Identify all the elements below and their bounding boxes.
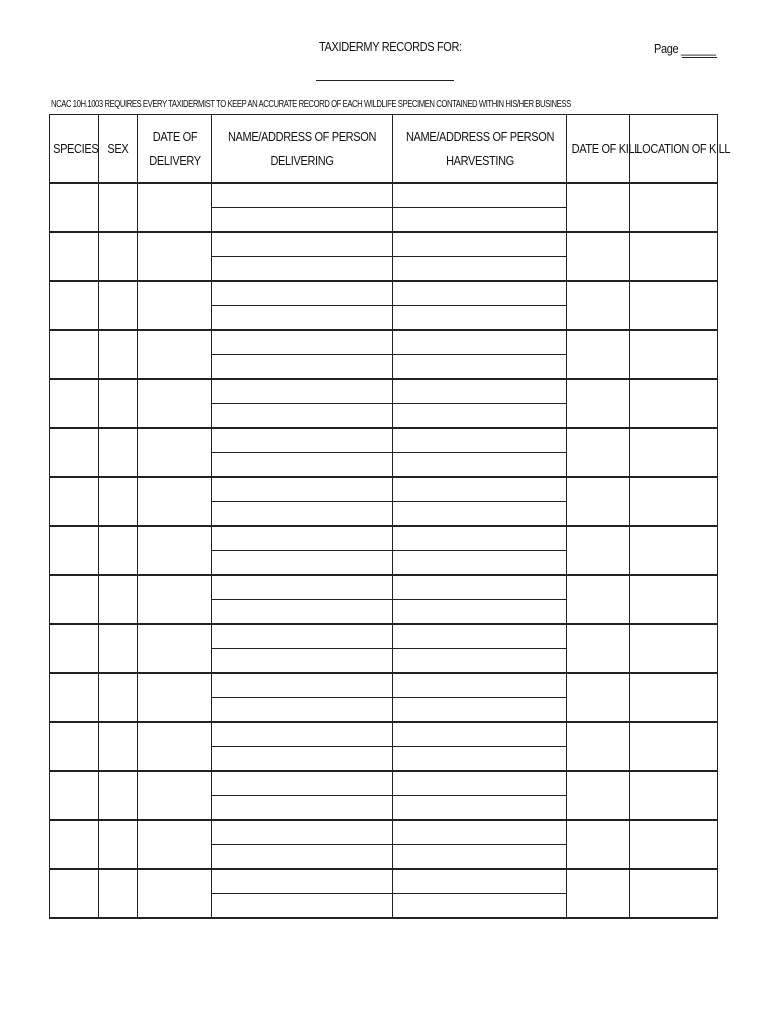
address-line [393, 306, 566, 329]
sex-cell [99, 869, 138, 918]
form-title: TAXIDERMY RECORDS FOR: [319, 40, 462, 54]
location-of-kill-cell [630, 281, 718, 330]
species-cell [50, 232, 99, 281]
species-cell [50, 820, 99, 869]
split-cell [393, 527, 566, 574]
column-header-sex: SEX [99, 115, 138, 184]
date-of-kill-cell [567, 232, 630, 281]
date-of-kill-cell [567, 281, 630, 330]
column-header-person-harvesting: NAME/ADDRESS OF PERSON HARVESTING [393, 115, 567, 184]
name-line [393, 625, 566, 649]
split-cell [212, 380, 392, 427]
address-line [393, 747, 566, 770]
table-row [50, 771, 718, 820]
table-row [50, 183, 718, 232]
location-of-kill-cell [630, 771, 718, 820]
name-line [212, 380, 392, 404]
column-header-date-of-delivery: DATE OF DELIVERY [138, 115, 212, 184]
harvesting-cell [393, 330, 567, 379]
date-of-delivery-cell [138, 428, 212, 477]
address-line [212, 355, 392, 378]
delivering-cell [212, 183, 393, 232]
name-line [393, 429, 566, 453]
address-line [393, 649, 566, 672]
sex-cell [99, 428, 138, 477]
name-line [212, 576, 392, 600]
address-line [393, 257, 566, 280]
split-cell [212, 723, 392, 770]
split-cell [212, 184, 392, 231]
sex-cell [99, 330, 138, 379]
split-cell [212, 527, 392, 574]
harvesting-cell [393, 869, 567, 918]
name-line [393, 527, 566, 551]
sex-cell [99, 820, 138, 869]
species-cell [50, 379, 99, 428]
species-cell [50, 428, 99, 477]
address-line [393, 894, 566, 917]
delivering-cell [212, 673, 393, 722]
split-cell [393, 233, 566, 280]
species-cell [50, 526, 99, 575]
table-row [50, 232, 718, 281]
name-line [212, 821, 392, 845]
address-line [393, 796, 566, 819]
sex-cell [99, 624, 138, 673]
header-row [50, 115, 718, 184]
split-cell [212, 478, 392, 525]
name-line [393, 870, 566, 894]
species-cell [50, 869, 99, 918]
split-cell [393, 870, 566, 917]
address-line [212, 747, 392, 770]
split-cell [212, 870, 392, 917]
species-cell [50, 281, 99, 330]
species-cell [50, 771, 99, 820]
sex-cell [99, 771, 138, 820]
delivering-cell [212, 232, 393, 281]
split-cell [212, 576, 392, 623]
split-cell [393, 674, 566, 721]
address-line [393, 208, 566, 231]
address-line [393, 502, 566, 525]
harvesting-cell [393, 722, 567, 771]
date-of-kill-cell [567, 722, 630, 771]
table-row [50, 477, 718, 526]
split-cell [212, 625, 392, 672]
split-cell [212, 821, 392, 868]
harvesting-cell [393, 281, 567, 330]
taxidermy-records-table [49, 114, 731, 919]
address-line [212, 551, 392, 574]
delivering-cell [212, 477, 393, 526]
table-row [50, 673, 718, 722]
address-line [212, 649, 392, 672]
name-line [212, 429, 392, 453]
name-line [212, 723, 392, 747]
split-cell [212, 429, 392, 476]
harvesting-cell [393, 771, 567, 820]
delivering-cell [212, 575, 393, 624]
harvesting-cell [393, 183, 567, 232]
split-cell [212, 233, 392, 280]
split-cell [393, 576, 566, 623]
regulation-notice: NCAC 10H.1003 REQUIRES EVERY TAXIDERMIST TO KEEP AN ACCURATE RECORD OF EACH WILDLIFE SPECIMEN CONTAINED WITHIN HIS/HER BUSINESS [51, 98, 571, 110]
delivering-cell [212, 526, 393, 575]
species-cell [50, 722, 99, 771]
column-header-date-of-kill: DATE OF KILL [567, 115, 630, 184]
split-cell [393, 478, 566, 525]
table-row [50, 428, 718, 477]
harvesting-cell [393, 526, 567, 575]
split-cell [393, 772, 566, 819]
harvesting-cell [393, 575, 567, 624]
harvesting-cell [393, 820, 567, 869]
split-cell [393, 821, 566, 868]
name-line [393, 478, 566, 502]
split-cell [393, 625, 566, 672]
sex-cell [99, 379, 138, 428]
delivering-cell [212, 281, 393, 330]
split-cell [393, 184, 566, 231]
table-row [50, 820, 718, 869]
address-line [393, 845, 566, 868]
date-of-kill-cell [567, 673, 630, 722]
split-cell [212, 331, 392, 378]
split-cell [393, 331, 566, 378]
address-line [212, 453, 392, 476]
column-header-person-delivering: NAME/ADDRESS OF PERSON DELIVERING [212, 115, 393, 184]
name-line [393, 233, 566, 257]
location-of-kill-cell [630, 477, 718, 526]
page-number-label: Page ______ [654, 42, 716, 56]
delivering-cell [212, 722, 393, 771]
species-cell [50, 330, 99, 379]
date-of-delivery-cell [138, 330, 212, 379]
species-cell [50, 183, 99, 232]
split-cell [212, 674, 392, 721]
address-line [393, 698, 566, 721]
location-of-kill-cell [630, 379, 718, 428]
name-line [393, 674, 566, 698]
column-header-species: SPECIES [50, 115, 99, 184]
address-line [212, 845, 392, 868]
delivering-cell [212, 820, 393, 869]
page-number-blank-line [682, 57, 717, 58]
location-of-kill-cell [630, 330, 718, 379]
name-line [393, 282, 566, 306]
name-line [393, 184, 566, 208]
name-line [212, 331, 392, 355]
location-of-kill-cell [630, 722, 718, 771]
name-line [393, 821, 566, 845]
address-line [393, 404, 566, 427]
sex-cell [99, 281, 138, 330]
date-of-delivery-cell [138, 673, 212, 722]
sex-cell [99, 722, 138, 771]
location-of-kill-cell [630, 232, 718, 281]
date-of-kill-cell [567, 379, 630, 428]
split-cell [393, 380, 566, 427]
date-of-delivery-cell [138, 869, 212, 918]
name-line [212, 478, 392, 502]
date-of-kill-cell [567, 183, 630, 232]
name-line [212, 233, 392, 257]
location-of-kill-cell [630, 183, 718, 232]
name-line [393, 380, 566, 404]
sex-cell [99, 673, 138, 722]
table-row [50, 330, 718, 379]
split-cell [212, 772, 392, 819]
date-of-kill-cell [567, 820, 630, 869]
delivering-cell [212, 330, 393, 379]
name-line [393, 723, 566, 747]
name-line [212, 184, 392, 208]
address-line [212, 257, 392, 280]
species-cell [50, 575, 99, 624]
species-cell [50, 624, 99, 673]
table-row [50, 869, 718, 918]
split-cell [393, 282, 566, 329]
harvesting-cell [393, 673, 567, 722]
date-of-delivery-cell [138, 281, 212, 330]
location-of-kill-cell [630, 820, 718, 869]
address-line [212, 796, 392, 819]
address-line [212, 502, 392, 525]
address-line [212, 306, 392, 329]
table-row [50, 624, 718, 673]
table-row [50, 575, 718, 624]
name-line [212, 674, 392, 698]
column-header-location-of-kill: LOCATION OF KILL [630, 115, 718, 184]
address-line [212, 208, 392, 231]
location-of-kill-cell [630, 869, 718, 918]
sex-cell [99, 477, 138, 526]
name-line [212, 870, 392, 894]
date-of-kill-cell [567, 330, 630, 379]
split-cell [212, 282, 392, 329]
name-line [212, 772, 392, 796]
address-line [212, 600, 392, 623]
date-of-kill-cell [567, 526, 630, 575]
name-line [393, 331, 566, 355]
sex-cell [99, 575, 138, 624]
address-line [212, 404, 392, 427]
split-cell [393, 429, 566, 476]
date-of-kill-cell [567, 428, 630, 477]
address-line [393, 355, 566, 378]
harvesting-cell [393, 232, 567, 281]
name-line [212, 282, 392, 306]
location-of-kill-cell [630, 428, 718, 477]
records-body [50, 183, 718, 918]
date-of-delivery-cell [138, 575, 212, 624]
date-of-delivery-cell [138, 526, 212, 575]
delivering-cell [212, 428, 393, 477]
delivering-cell [212, 624, 393, 673]
table-row [50, 722, 718, 771]
address-line [393, 600, 566, 623]
date-of-kill-cell [567, 624, 630, 673]
date-of-kill-cell [567, 771, 630, 820]
address-line [212, 698, 392, 721]
table-row [50, 526, 718, 575]
date-of-delivery-cell [138, 820, 212, 869]
address-line [393, 551, 566, 574]
date-of-delivery-cell [138, 722, 212, 771]
harvesting-cell [393, 624, 567, 673]
name-line [393, 576, 566, 600]
species-cell [50, 477, 99, 526]
sex-cell [99, 526, 138, 575]
date-of-delivery-cell [138, 232, 212, 281]
table-row [50, 379, 718, 428]
harvesting-cell [393, 477, 567, 526]
location-of-kill-cell [630, 624, 718, 673]
date-of-kill-cell [567, 575, 630, 624]
name-line [212, 625, 392, 649]
date-of-delivery-cell [138, 379, 212, 428]
date-of-delivery-cell [138, 771, 212, 820]
harvesting-cell [393, 379, 567, 428]
date-of-delivery-cell [138, 183, 212, 232]
split-cell [393, 723, 566, 770]
date-of-delivery-cell [138, 624, 212, 673]
delivering-cell [212, 771, 393, 820]
harvesting-cell [393, 428, 567, 477]
title-blank-line [316, 80, 454, 81]
sex-cell [99, 183, 138, 232]
delivering-cell [212, 869, 393, 918]
location-of-kill-cell [630, 575, 718, 624]
address-line [393, 453, 566, 476]
name-line [212, 527, 392, 551]
location-of-kill-cell [630, 673, 718, 722]
species-cell [50, 673, 99, 722]
location-of-kill-cell [630, 526, 718, 575]
table-row [50, 281, 718, 330]
date-of-kill-cell [567, 477, 630, 526]
delivering-cell [212, 379, 393, 428]
address-line [212, 894, 392, 917]
date-of-delivery-cell [138, 477, 212, 526]
date-of-kill-cell [567, 869, 630, 918]
name-line [393, 772, 566, 796]
sex-cell [99, 232, 138, 281]
